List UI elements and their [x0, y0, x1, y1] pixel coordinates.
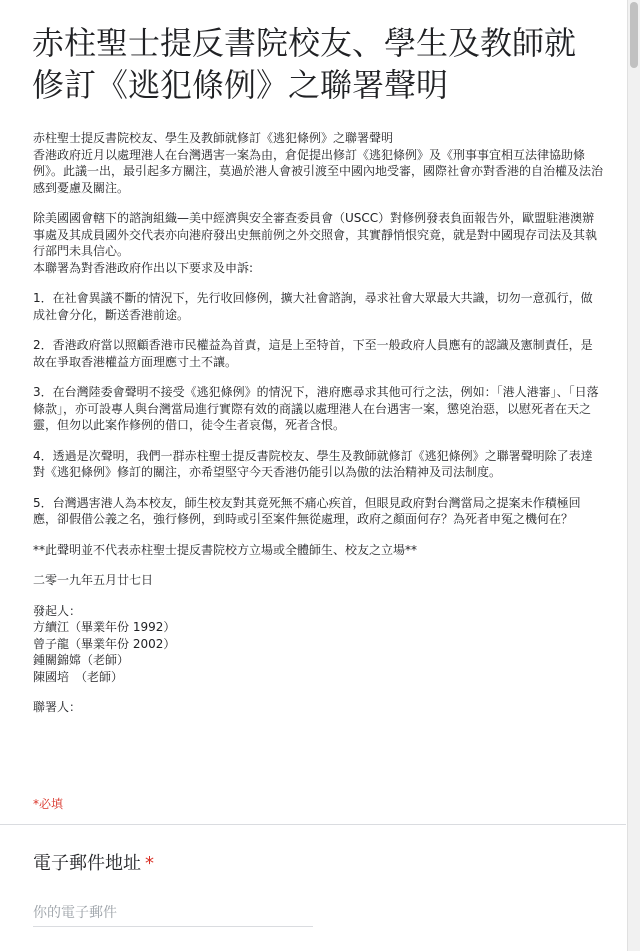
description-point-2: 2．香港政府當以照顧香港市民權益為首責，這是上至特首，下至一般政府人員應有的認識及憲制責任，是故在爭取香港權益方面理應寸土不讓。: [33, 338, 593, 369]
required-note: *必填: [33, 797, 64, 811]
email-question-label: [33, 849, 154, 875]
description-date: 二零一九年五月廿七日: [33, 573, 154, 587]
scrollbar-thumb[interactable]: [630, 2, 638, 68]
scrollbar-track[interactable]: [627, 0, 640, 951]
description-point-4: 4．透過是次聲明，我們一群赤柱聖士提反書院校友、學生及教師就修訂《逃犯條例》之聯署聲明除了表達對《逃犯條例》修訂的關注，亦希望堅守今天香港仍能引以為傲的法治精神及司法制度。: [33, 448, 593, 479]
initiator-item: 陳國培 （老師）: [33, 669, 124, 684]
initiator-item: 方續江（畢業年份 1992）: [33, 620, 176, 634]
description-intro-heading: 赤柱聖士提反書院校友、學生及教師就修訂《逃犯條例》之聯署聲明: [33, 131, 394, 145]
initiator-item: 鍾關錦嫦（老師）: [33, 653, 130, 667]
form-description: [33, 130, 603, 716]
section-divider: [0, 824, 626, 825]
description-point-5: 5．台灣遇害港人為本校友，師生校友對其竟死無不痛心疾首，但眼見政府對台灣當局之提案未作積極回應，卻假借公義之名，強行修例，到時或引至案件無從處理，政府之顏面何存？為死者申冤之機何在？: [33, 495, 581, 526]
required-asterisk: *: [145, 853, 154, 874]
description-point-3: 3．在台灣陸委會聲明不接受《逃犯條例》的情況下，港府應尋求其他可行之法，例如：「港人港審」、「日落條款」，亦可設專人與台灣當局進行實際有效的商議以處理港人在台遇害一案，懲兇治惡，以慰死者在天之靈，但勿以此案作修例的借口，徒令生者哀傷，死者含恨。: [33, 385, 599, 432]
email-input[interactable]: [33, 900, 313, 927]
email-question-text: 電子郵件地址: [33, 853, 141, 874]
initiator-item: 曾子龍（畢業年份 2002）: [33, 636, 176, 651]
description-intro-body: 香港政府近月以處理港人在台灣遇害一案為由，倉促提出修訂《逃犯條例》及《刑事事宜相互法律協助條例》。此議一出，最引起多方關注，莫過於港人會被引渡至中國內地受審，國際社會亦對香港的自治權及法治感到憂慮及關注。: [33, 147, 604, 195]
description-point-1: 1．在社會異議不斷的情況下，先行收回修例，擴大社會諮詢，尋求社會大眾最大共識，切勿一意孤行，做成社會分化，斷送香港前途。: [33, 291, 593, 322]
form-title: 赤柱聖士提反書院校友、學生及教師就修訂《逃犯條例》之聯署聲明: [32, 24, 577, 104]
initiators-label: 發起人：: [33, 603, 82, 618]
description-context-demand: 本聯署為對香港政府作出以下要求及申訴:: [33, 260, 254, 275]
description-context: 除美國國會轄下的諮詢組織—美中經濟與安全審查委員會（USCC）對修例發表負面報告外，歐盟駐港澳辦事處及其成員國外交代表亦向港府發出史無前例之外交照會，其實靜悄恨究竟，就是對中國現存司法及其執行部門未具信心。: [33, 211, 598, 258]
signatories-label: 聯署人：: [33, 700, 82, 714]
description-disclaimer: **此聲明並不代表赤柱聖士提反書院校方立場或全體師生、校友之立場**: [33, 542, 418, 557]
